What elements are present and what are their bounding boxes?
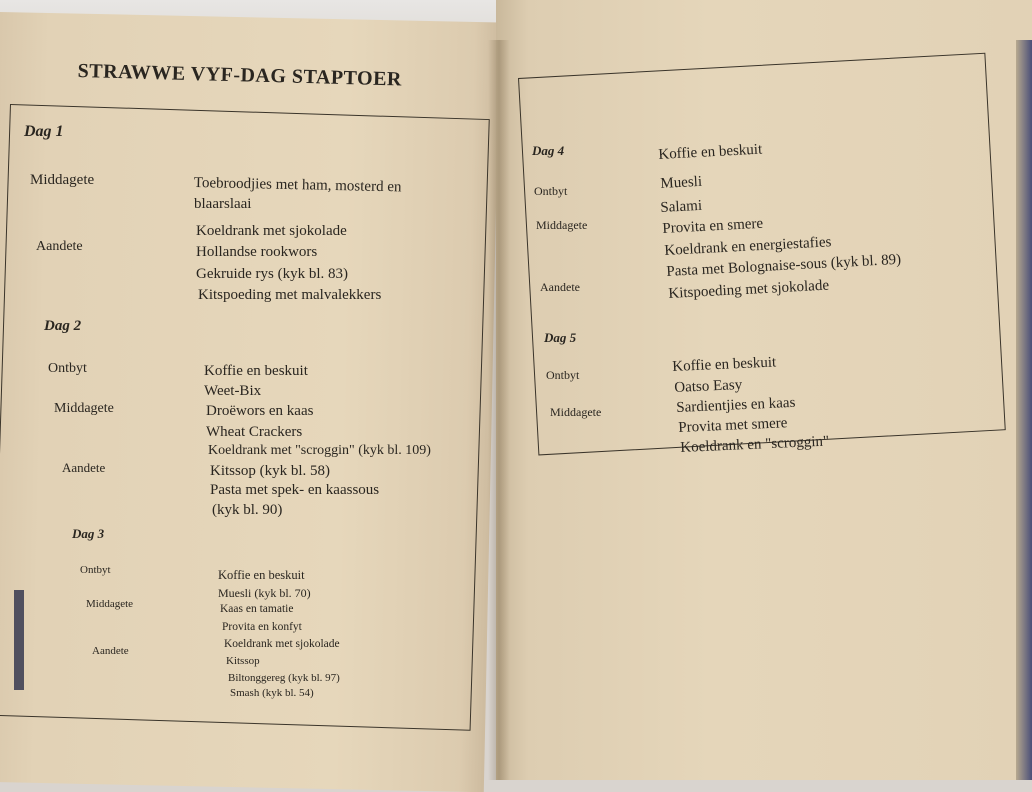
day5-heading: Dag 5 xyxy=(544,330,577,345)
day1-dinner-label: Aandete xyxy=(36,239,83,254)
day4-item: Kitspoeding met sjokolade xyxy=(668,277,830,302)
day2-item: Wheat Crackers xyxy=(206,424,303,440)
day3-dinner-label: Aandete xyxy=(92,645,129,657)
day1-item: Gekruide rys (kyk bl. 83) xyxy=(196,266,349,282)
day5-item: Provita met smere xyxy=(678,415,788,436)
day2-item: (kyk bl. 90) xyxy=(212,502,283,518)
day3-item: Koeldrank met sjokolade xyxy=(224,638,340,650)
page-title: STRAWWE VYF-DAG STAPTOER xyxy=(77,60,403,91)
day3-item: Kaas en tamatie xyxy=(220,603,294,615)
day3-item: Provita en konfyt xyxy=(222,621,302,633)
day2-breakfast-label: Ontbyt xyxy=(48,361,87,376)
day5-item: Koffie en beskuit xyxy=(672,354,777,375)
day1-item: Hollandse rookwors xyxy=(196,244,318,260)
day4-item: Muesli xyxy=(660,173,703,192)
day4-item: Pasta met Bolognaise-sous (kyk bl. 89) xyxy=(666,251,902,280)
day3-item: Kitssop xyxy=(226,655,260,667)
day5-item: Koeldrank en "scroggin" xyxy=(680,433,830,456)
day2-item: Weet-Bix xyxy=(204,383,262,399)
day2-item: Koffie en beskuit xyxy=(204,363,308,379)
day2-lunch-label: Middagete xyxy=(54,401,114,416)
day4-lunch-label: Middagete xyxy=(536,218,588,232)
day2-dinner-label: Aandete xyxy=(62,460,106,475)
day1-item: Kitspoeding met malvalekkers xyxy=(198,287,382,303)
day2-item: Pasta met spek- en kaassous xyxy=(210,482,380,498)
day4-item: Provita en smere xyxy=(662,215,764,237)
day4-dinner-label: Aandete xyxy=(540,280,580,294)
day4-item: Salami xyxy=(660,197,703,216)
day2-item: Droëwors en kaas xyxy=(206,403,314,419)
day5-item: Oatso Easy xyxy=(674,377,743,396)
day1-item: Koeldrank met sjokolade xyxy=(196,223,347,239)
book-cover-edge xyxy=(1016,40,1032,780)
day5-lunch-label: Middagete xyxy=(550,405,602,419)
day3-item: Muesli (kyk bl. 70) xyxy=(218,586,311,600)
day3-item: Koffie en beskuit xyxy=(218,568,305,582)
book-gutter xyxy=(488,40,510,780)
day4-heading: Dag 4 xyxy=(532,143,565,158)
day2-item: Kitssop (kyk bl. 58) xyxy=(210,463,330,479)
day4-item: Koeldrank en energiestafies xyxy=(664,234,832,259)
day3-lunch-label: Middagete xyxy=(86,598,134,610)
day5-item: Sardientjies en kaas xyxy=(676,394,796,416)
day4-breakfast-label: Ontbyt xyxy=(534,184,568,198)
day2-item: Koeldrank met "scroggin" (kyk bl. 109) xyxy=(208,443,431,458)
day1-item: Toebroodjies met ham, mosterd en xyxy=(193,175,402,196)
day4-item: Koffie en beskuit xyxy=(658,141,763,163)
day3-heading: Dag 3 xyxy=(72,526,105,541)
day1-heading: Dag 1 xyxy=(24,123,64,140)
day3-item: Smash (kyk bl. 54) xyxy=(230,687,314,699)
day2-heading: Dag 2 xyxy=(44,318,82,334)
day3-breakfast-label: Ontbyt xyxy=(80,564,111,576)
day3-item: Biltonggereg (kyk bl. 97) xyxy=(228,672,340,684)
day5-breakfast-label: Ontbyt xyxy=(546,368,580,382)
day1-item: blaarslaai xyxy=(194,196,252,212)
day1-lunch-label: Middagete xyxy=(30,172,95,188)
